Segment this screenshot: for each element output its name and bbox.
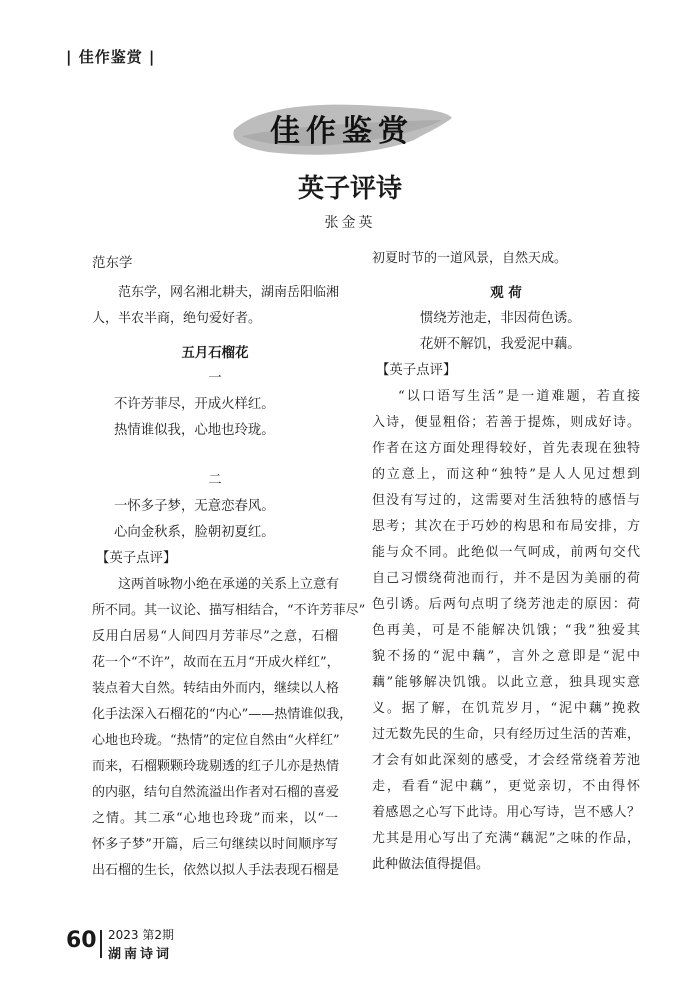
poem-line: 热情谁似我，心地也玲珑。 bbox=[114, 423, 275, 438]
review-line: 义。据了解，在饥荒岁月，“泥中藕”挽救 bbox=[372, 701, 640, 716]
continued-line: 初夏时节的一道风景，自然天成。 bbox=[372, 251, 568, 266]
review-line: 但没有写过的，这需要对生活独特的感悟与 bbox=[372, 493, 640, 508]
review-line: 藕”能够解决饥饿。以此立意，独具现实意 bbox=[372, 675, 640, 690]
review-tag: 【英子点评】 bbox=[96, 551, 177, 566]
poem-part-number: 一 bbox=[208, 371, 222, 386]
review-line: 怀多子梦”开篇，后三句继续以时间顺序写 bbox=[92, 837, 338, 852]
review-line: 的内驱，结句自然流溢出作者对石榴的喜爱 bbox=[92, 785, 340, 800]
review-line: 花一个“不许”，故而在五月“开成火样红”， bbox=[92, 655, 340, 670]
review-line: 出石榴的生长，依然以拟人手法表现石榴是 bbox=[92, 863, 340, 878]
review-line: 作者在这方面处理得较好，首先表现在独特 bbox=[372, 441, 640, 456]
review-line: 能与众不同。此绝似一气呵成，前两句交代 bbox=[372, 545, 640, 560]
footer-divider bbox=[100, 930, 102, 958]
review-line: 色再美，可是不能解决饥饿；“我”独爱其 bbox=[372, 623, 640, 638]
review-line: 此种做法值得提倡。 bbox=[372, 857, 490, 872]
review-line: 色引诱。后两句点明了绕芳池走的原因：荷 bbox=[372, 597, 640, 612]
left-column bbox=[92, 246, 366, 884]
review-line: 装点着大自然。转结由外而内，继续以人格 bbox=[92, 681, 340, 696]
review-line: 貌不扬的“泥中藕”，言外之意即是“泥中 bbox=[372, 649, 640, 664]
review-line: 心地也玲珑。“热情”的定位自然由“火样红” bbox=[92, 733, 340, 748]
right-column bbox=[372, 246, 640, 878]
poet-name: 范东学 bbox=[92, 255, 133, 271]
review-line: 走，看看“泥中藕”，更觉亲切，不由得怀 bbox=[372, 779, 640, 794]
poet-bio-line: 范东学，网名湘北耕夫，湖南岳阳临湘 bbox=[118, 285, 340, 300]
poem-title: 观 荷 bbox=[490, 285, 522, 301]
issue-label: 2023 第2期 bbox=[108, 928, 174, 942]
review-line: 才会有如此深刻的感受，才会经常绕着芳池 bbox=[372, 753, 640, 768]
review-line: 反用白居易“人间四月芳菲尽”之意，石榴 bbox=[92, 629, 338, 644]
article-author: 张金英 bbox=[324, 215, 376, 231]
review-line: 入诗，便显粗俗；若善于提炼，则成好诗。 bbox=[372, 415, 640, 430]
poem-line: 心向金秋系，脸朝初夏红。 bbox=[114, 525, 275, 540]
poem-part-number: 二 bbox=[208, 473, 222, 488]
column-banner bbox=[228, 96, 456, 162]
banner-title: 佳作鉴赏 bbox=[270, 114, 414, 149]
review-line: 自己习惯绕荷池而行，并不是因为美丽的荷 bbox=[372, 571, 640, 586]
review-line: 尤其是用心写出了充满“藕泥”之味的作品， bbox=[372, 831, 640, 846]
section-tag: | 佳作鉴赏 | bbox=[66, 48, 156, 66]
poem-line: 不许芳菲尽，开成火样红。 bbox=[114, 397, 275, 412]
review-line: 着感恩之心写下此诗。用心写诗，岂不感人？ bbox=[372, 805, 640, 820]
review-line: 所不同。其一议论、描写相结合，“不许芳菲尽” bbox=[92, 603, 366, 618]
review-line: 而来，石榴颗颗玲珑剔透的红子儿亦是热情 bbox=[92, 759, 340, 774]
poem-title: 五月石榴花 bbox=[181, 345, 249, 361]
review-line: 的立意上，而这种“独特”是人人见过想到 bbox=[372, 467, 640, 482]
review-line: 过无数先民的生命，只有经历过生活的苦难， bbox=[372, 727, 640, 742]
review-line: “以口语写生活”是一道难题，若直接 bbox=[398, 389, 640, 404]
poet-bio-line: 人，半农半商，绝句爱好者。 bbox=[92, 311, 262, 326]
poem-line: 一怀多子梦，无意恋春风。 bbox=[114, 499, 275, 514]
magazine-name: 湖南诗词 bbox=[108, 947, 173, 962]
review-line: 化手法深入石榴花的“内心”——热情谁似我， bbox=[92, 707, 353, 722]
review-line: 之情。其二承“心地也玲珑”而来，以“一 bbox=[92, 811, 338, 826]
review-line: 思考；其次在于巧妙的构思和布局安排，方 bbox=[372, 519, 640, 534]
article-title: 英子评诗 bbox=[297, 174, 402, 204]
poem-line: 惯绕芳池走，非因荷色诱。 bbox=[420, 311, 581, 326]
page-number: 60 bbox=[66, 928, 97, 953]
review-tag: 【英子点评】 bbox=[376, 363, 457, 378]
review-line: 这两首咏物小绝在承递的关系上立意有 bbox=[118, 577, 340, 592]
poem-line: 花妍不解饥，我爱泥中藕。 bbox=[420, 337, 581, 352]
